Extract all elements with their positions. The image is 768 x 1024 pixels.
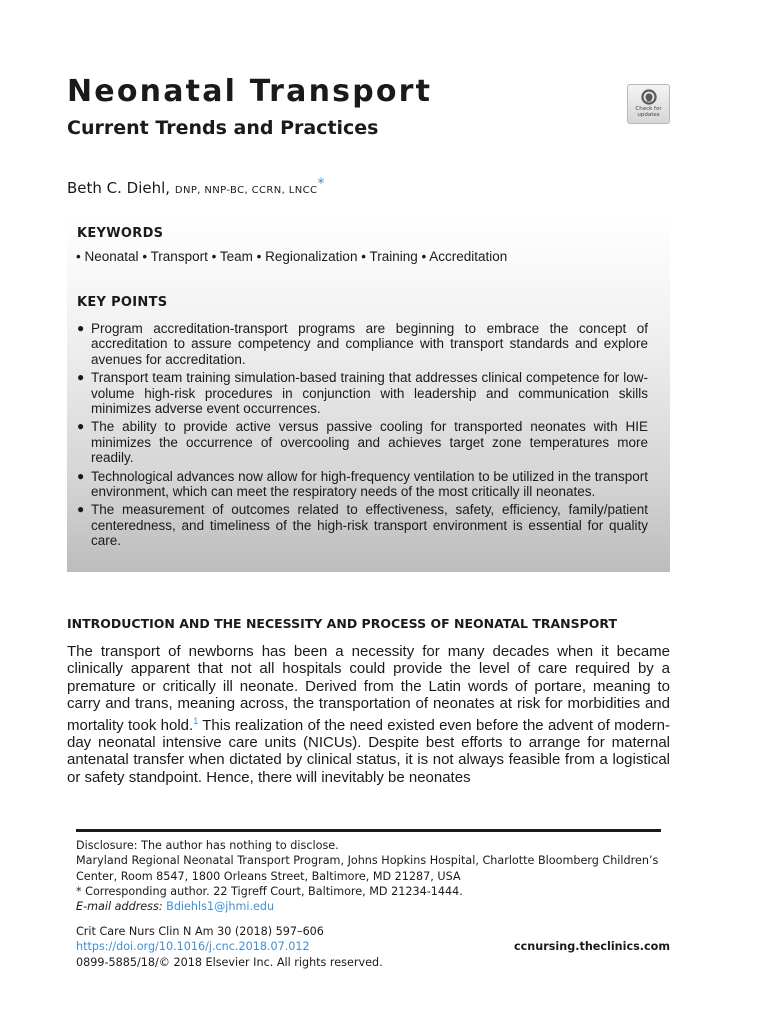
bullet-icon: ● <box>77 419 85 434</box>
keyword: Accreditation <box>429 249 508 264</box>
keyword: Team <box>219 249 253 264</box>
bullet-icon: • <box>211 249 217 264</box>
doi-link[interactable]: https://doi.org/10.1016/j.cnc.2018.07.012 <box>76 940 310 954</box>
email-link[interactable]: Bdiehls1@jhmi.edu <box>166 900 275 914</box>
key-point-item <box>76 469 648 500</box>
keyword: Neonatal <box>84 249 139 264</box>
key-point-text: The ability to provide active versus passive cooling for transported neonates with HIE minimizes the occurrence of overcooling and achieves target zone temperatures more readily. <box>91 419 648 466</box>
bullet-icon: • <box>361 249 366 264</box>
bullet-icon: ● <box>77 502 85 517</box>
body-text-part-1: The transport of newborns has been a necessity for many decades when it became clinically apparent that not all hospitals could provide the level of care required by a premature or critically ill neonate. Derived from the Latin words of portare, meaning to carry and trans, meaning across, the transportation of neonates at risk for morbidities and mortality took hold. <box>67 643 670 734</box>
corresponding-author-note: * Corresponding author. 22 Tigreff Court, Baltimore, MD 21234-1444. <box>76 884 463 898</box>
copyright-notice: 0899-5885/18/© 2018 Elsevier Inc. All rights reserved. <box>76 955 383 969</box>
section-heading: INTRODUCTION AND THE NECESSITY AND PROCESS OF NEONATAL TRANSPORT <box>67 616 617 631</box>
key-point-text: Technological advances now allow for high-frequency ventilation to be utilized in the transport environment, which can meet the respiratory needs of the most critically ill neonates. <box>91 468 648 500</box>
bullet-icon: • <box>421 249 427 264</box>
keywords-heading: KEYWORDS <box>77 226 164 241</box>
article-title: Neonatal Transport <box>67 74 433 109</box>
journal-site-link[interactable]: ccnursing.theclinics.com <box>514 940 670 953</box>
disclosure-note: Disclosure: The author has nothing to disclose. <box>76 839 339 852</box>
key-point-text: Transport team training simulation-based training that addresses clinical competence for low-volume high-risk procedures in conjunction with leadership and communication skills minimizes adverse event occurrences. <box>91 370 648 417</box>
footnote-divider <box>76 829 661 832</box>
check-for-updates-badge[interactable] <box>627 84 670 124</box>
bullet-icon: • <box>142 249 148 264</box>
key-point-item <box>76 321 648 367</box>
author-name: Beth C. Diehl, <box>67 179 175 197</box>
keyword: Training <box>369 249 418 264</box>
bullet-icon: • <box>76 249 81 264</box>
keywords-keypoints-box <box>67 216 670 572</box>
body-paragraph <box>67 643 670 786</box>
footnotes <box>76 838 676 914</box>
email-line <box>76 899 676 914</box>
key-point-item <box>76 370 648 416</box>
affiliation-note: Maryland Regional Neonatal Transport Program, Johns Hopkins Hospital, Charlotte Bloomberg Children’s Center, Room 8547, 1800 Orleans Street, Baltimore, MD 21287, USA <box>76 854 659 883</box>
bullet-icon: ● <box>77 468 85 483</box>
page-footer <box>76 924 670 970</box>
bullet-icon: ● <box>77 321 85 335</box>
keyword: Regionalization <box>265 249 358 264</box>
bullet-icon: ● <box>77 370 85 385</box>
bullet-icon: • <box>256 249 262 264</box>
key-point-text: The measurement of outcomes related to effectiveness, safety, efficiency, family/patient centeredness, and timeliness of the high-risk transport environment is essential for quality care. <box>91 502 648 549</box>
author-line <box>67 176 324 197</box>
key-points-list <box>76 321 648 552</box>
author-credentials: DNP, NNP-BC, CCRN, LNCC <box>174 185 318 196</box>
keywords-list <box>76 249 507 264</box>
corresponding-author-mark[interactable]: * <box>317 176 325 192</box>
key-point-text: Program accreditation-transport programs are beginning to embrace the concept of accreditation to assure competency and compliance with transport standards and explore avenues for accreditation. <box>91 321 648 367</box>
body-text-part-2: This realization of the need existed even before the advent of modern-day neonatal intensive care units (NICUs). Despite best efforts to arrange for maternal antenatal transfer when dictated by clinical status, it is not always feasible from a logistical or safety standpoint. Hence, there will inevitably be neonates <box>67 716 670 786</box>
journal-citation: Crit Care Nurs Clin N Am 30 (2018) 597–606 <box>76 925 324 938</box>
email-label: E-mail address: <box>76 900 167 914</box>
badge-text-line-2: updates <box>637 112 660 118</box>
key-point-item <box>76 502 648 548</box>
key-point-item <box>76 419 648 465</box>
badge-text-line-1: Check for <box>635 106 662 112</box>
article-subtitle: Current Trends and Practices <box>67 117 379 139</box>
reference-link-1[interactable]: 1 <box>193 715 199 726</box>
keyword: Transport <box>150 249 208 264</box>
key-points-heading: KEY POINTS <box>77 295 168 310</box>
check-updates-icon <box>640 88 658 106</box>
